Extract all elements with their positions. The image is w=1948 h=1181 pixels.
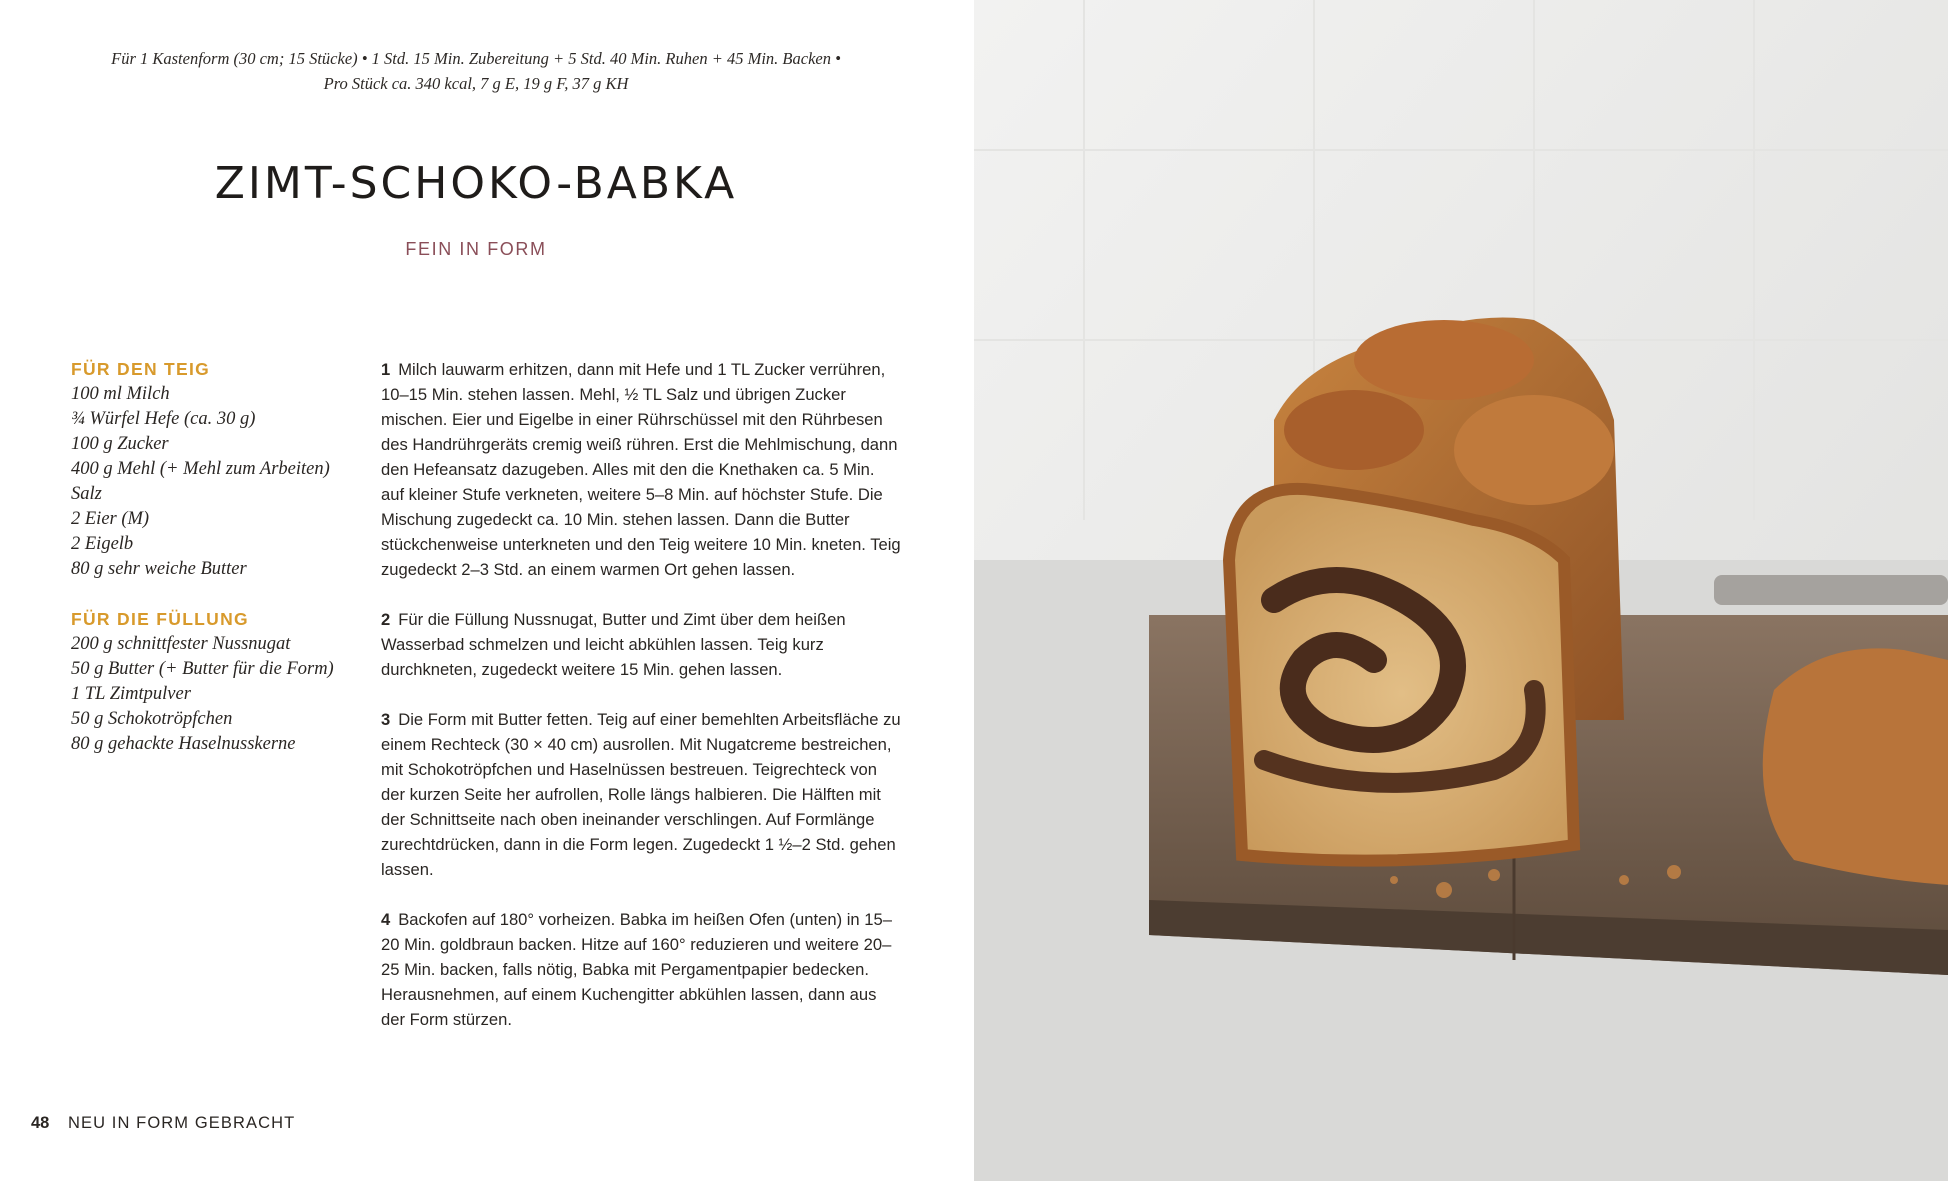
step-4 bbox=[381, 907, 901, 1032]
ingredient-item: 100 ml Milch bbox=[71, 384, 170, 404]
step-number: 3 bbox=[381, 710, 391, 729]
ingredient-item: 400 g Mehl (+ Mehl zum Arbeiten) bbox=[71, 459, 330, 479]
meta-line-2: Pro Stück ca. 340 kcal, 7 g E, 19 g F, 37 g KH bbox=[323, 74, 629, 93]
instructions-column bbox=[381, 357, 901, 1057]
filling-heading: FÜR DIE FÜLLUNG bbox=[71, 609, 249, 629]
filling-list bbox=[71, 632, 361, 757]
step-2 bbox=[381, 607, 901, 682]
ingredient-item: 100 g Zucker bbox=[71, 434, 169, 454]
step-text: Milch lauwarm erhitzen, dann mit Hefe und 1 TL Zucker verrühren, 10–15 Min. stehen lassen. Mehl, ½ TL Salz und übrigen Zucker mischen. Eier und Eigelbe in einer Rührschüssel mit den Rührbesen des Handrührgeräts cremig weiß rühren. Erst die Mehlmischung, dann den Hefeansatz dazugeben. Alles mit den die Knethaken ca. 5 Min. auf kleiner Stufe verkneten, weitere 5–8 Min. auf höchster Stufe. Die Mischung zugedeckt ca. 10 Min. stehen lassen. Dann die Butter stückchenweise unterkneten und den Teig weitere 10 Min. kneten. Teig zugedeckt 2–3 Std. an einem warmen Ort gehen lassen. bbox=[381, 360, 901, 579]
ingredient-item: 1 TL Zimtpulver bbox=[71, 684, 191, 704]
knife bbox=[1714, 575, 1948, 605]
step-text: Die Form mit Butter fetten. Teig auf einer bemehlten Arbeitsfläche zu einem Rechteck (30 × 40 cm) ausrollen. Mit Nugatcreme bestreichen, mit Schokotröpfchen und Haselnüssen bestreuen. Teigrechteck von der kurzen Seite her aufrollen, Rolle längs halbieren. Die Hälften mit der Schnittseite nach oben ineinander verschlingen. Auf Formlänge zurechtdrücken, dann in die Form legen. Zugedeckt 1 ½–2 Std. gehen lassen. bbox=[381, 710, 901, 879]
section-name: NEU IN FORM GEBRACHT bbox=[67, 1114, 296, 1132]
step-number: 2 bbox=[381, 610, 391, 629]
recipe-title: ZIMT-SCHOKO-BABKA bbox=[214, 158, 738, 209]
loaf-cut-face bbox=[1229, 489, 1574, 861]
ingredient-item: 50 g Butter (+ Butter für die Form) bbox=[71, 659, 334, 679]
ingredient-item: ¾ Würfel Hefe (ca. 30 g) bbox=[71, 409, 256, 429]
babka-illustration bbox=[974, 0, 1948, 1181]
dough-heading: FÜR DEN TEIG bbox=[71, 359, 211, 379]
ingredient-item: 50 g Schokotröpfchen bbox=[71, 709, 233, 729]
ingredient-item: Salz bbox=[71, 484, 102, 504]
ingredient-item: 80 g gehackte Haselnusskerne bbox=[71, 734, 296, 754]
step-number: 4 bbox=[381, 910, 391, 929]
page-number: 48 bbox=[31, 1114, 50, 1132]
recipe-meta bbox=[60, 46, 892, 96]
babka-photo bbox=[974, 0, 1948, 1181]
meta-line-1: Für 1 Kastenform (30 cm; 15 Stücke) • 1 Std. 15 Min. Zubereitung + 5 Std. 40 Min. Ruhen + 45 Min. Backen • bbox=[111, 49, 841, 68]
step-text: Backofen auf 180° vorheizen. Babka im heißen Ofen (unten) in 15–20 Min. goldbraun backen. Hitze auf 160° reduzieren und weitere 20–25 Min. backen, falls nötig, Babka mit Pergamentpapier bedecken. Herausnehmen, auf einem Kuchengitter abkühlen lassen, dann aus der Form stürzen. bbox=[381, 910, 892, 1029]
babka-slice bbox=[1763, 648, 1948, 885]
recipe-subtitle: FEIN IN FORM bbox=[405, 239, 547, 259]
step-3 bbox=[381, 707, 901, 882]
page-footer bbox=[31, 1114, 295, 1133]
ingredient-item: 200 g schnittfester Nussnugat bbox=[71, 634, 291, 654]
ingredient-item: 2 Eier (M) bbox=[71, 509, 150, 529]
ingredient-item: 2 Eigelb bbox=[71, 534, 134, 554]
step-1 bbox=[381, 357, 901, 582]
ingredient-item: 80 g sehr weiche Butter bbox=[71, 559, 247, 579]
dough-list bbox=[71, 382, 361, 582]
step-text: Für die Füllung Nussnugat, Butter und Zimt über dem heißen Wasserbad schmelzen und leicht abkühlen lassen. Teig kurz durchkneten, zugedeckt weitere 15 Min. gehen lassen. bbox=[381, 610, 846, 679]
ingredients-column bbox=[71, 357, 361, 757]
step-number: 1 bbox=[381, 360, 391, 379]
